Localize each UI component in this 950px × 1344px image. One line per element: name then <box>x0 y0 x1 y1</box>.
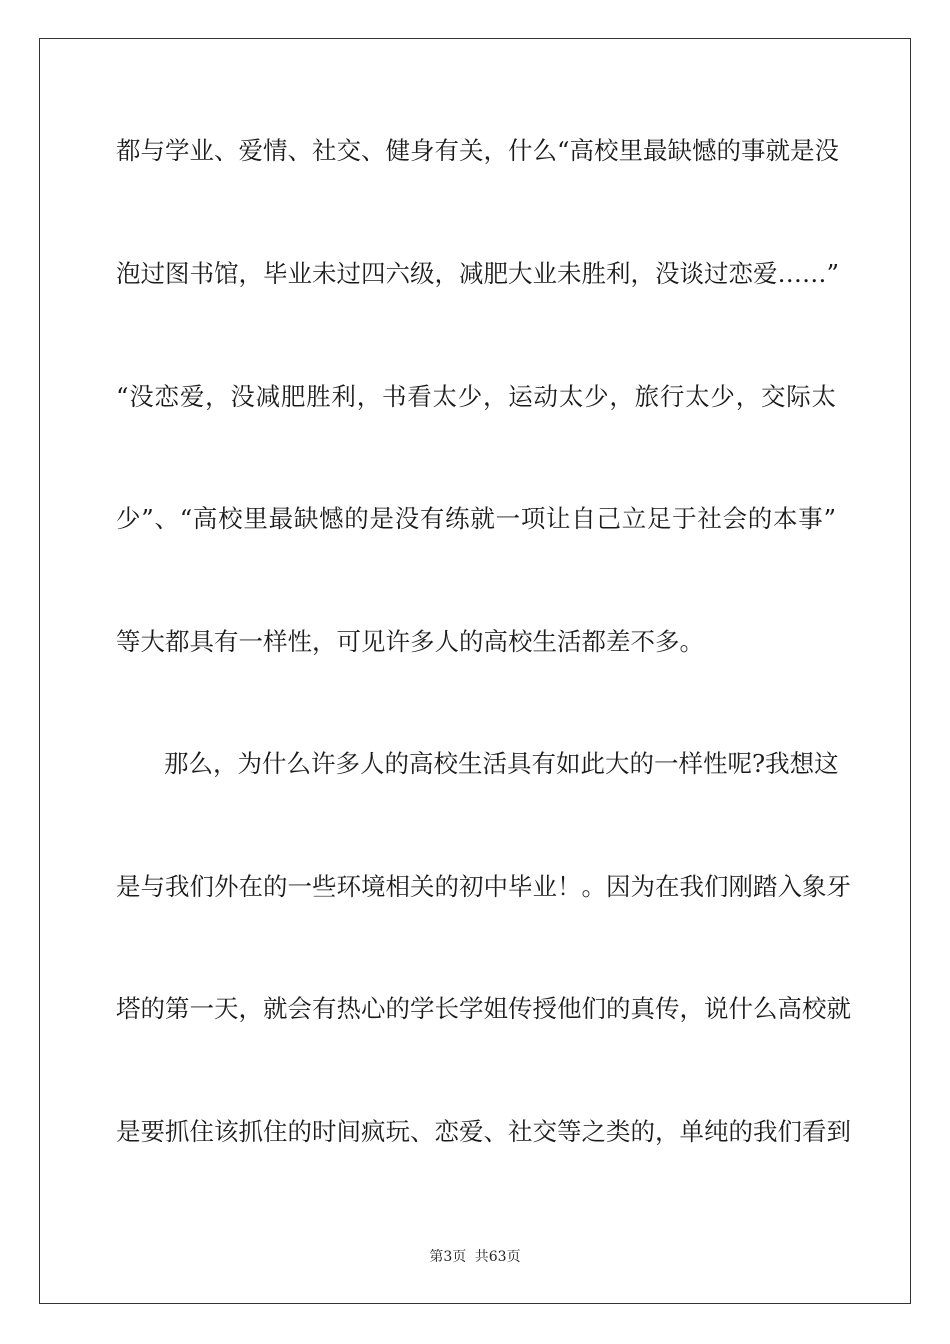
text-line-2: 泡过图书馆，毕业未过四六级，减肥大业未胜利，没谈过恋爱……” <box>116 259 840 288</box>
text-line-7: 是与我们外在的一些环境相关的初中毕业！。因为在我们刚踏入象牙 <box>116 872 851 901</box>
page-footer <box>0 1246 950 1266</box>
page-number: 第3页 <box>429 1249 467 1265</box>
text-line-3: “没恋爱，没减肥胜利，书看太少，运动太少，旅行太少，交际太 <box>116 382 836 411</box>
text-line-5: 等大都具有一样性，可见许多人的高校生活都差不多。 <box>116 627 704 656</box>
text-line-6: 那么，为什么许多人的高校生活具有如此大的一样性呢?我想这 <box>164 749 839 778</box>
text-line-4: 少”、“高校里最缺憾的是没有练就一项让自己立足于社会的本事” <box>116 504 836 533</box>
page-total: 共63页 <box>474 1249 521 1265</box>
text-line-1: 都与学业、爱情、社交、健身有关，什么“高校里最缺憾的事就是没 <box>116 136 840 165</box>
text-line-8: 塔的第一天，就会有热心的学长学姐传授他们的真传，说什么高校就 <box>116 994 851 1023</box>
text-line-9: 是要抓住该抓住的时间疯玩、恋爱、社交等之类的，单纯的我们看到 <box>116 1117 851 1146</box>
